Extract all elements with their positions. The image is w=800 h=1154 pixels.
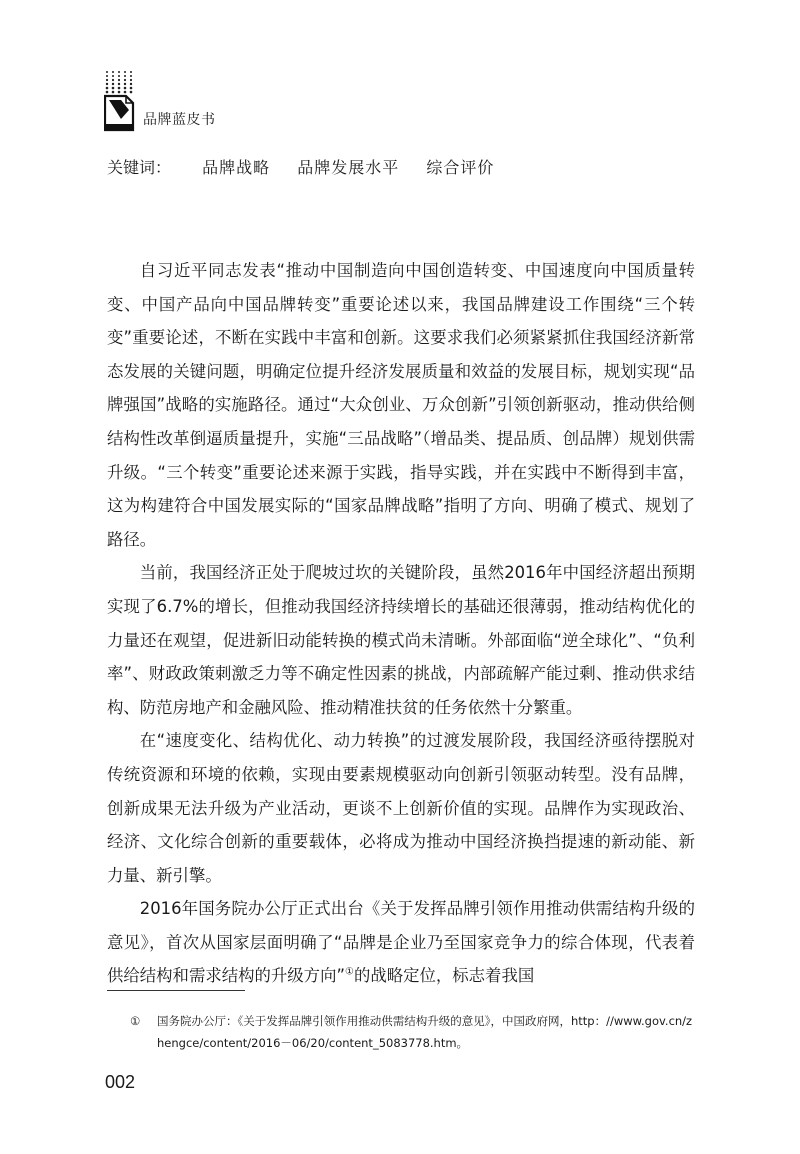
series-title: 品牌蓝皮书 (143, 112, 216, 128)
footnote-text: 国务院办公厅：《关于发挥品牌引领作用推动供需结构升级的意见》，中国政府网，http：//www.gov.cn/zhengce/content/2016－06/20/content_5083778.htm。 (157, 1014, 693, 1050)
paragraph: 在“速度变化、结构优化、动力转换”的过渡发展阶段，我国经济亟待摆脱对传统资源和环境的依赖，实现由要素规模驱动向创新引领驱动转型。没有品牌，创新成果无法升级为产业活动，更谈不上创新价值的实现。品牌作为实现政治、经济、文化综合创新的重要载体，必将成为推动中国经济换挡提速的新动能、新力量、新引擎。 (107, 731, 695, 885)
page-number: 002 (105, 1072, 136, 1092)
footnote (130, 1010, 696, 1054)
keyword-item: 品牌发展水平 (297, 158, 400, 177)
keyword-item: 综合评价 (426, 158, 495, 177)
paragraph (107, 892, 695, 993)
footnote-divider (107, 990, 245, 991)
paragraph: 自习近平同志发表“推动中国制造向中国创造转变、中国速度向中国质量转变、中国产品向中国品牌转变”重要论述以来，我国品牌建设工作围绕“三个转变”重要论述，不断在实践中丰富和创新。这要求我们必须紧紧抓住我国经济新常态发展的关键问题，明确定位提升经济发展质量和效益的发展目标，规划实现“品牌强国”战略的实施路径。通过“大众创业、万众创新”引领创新驱动，推动供给侧结构性改革倒逼质量提升，实施“三品战略”（增品类、提品质、创品牌）规划供需升级。“三个转变”重要论述来源于实践，指导实践，并在实践中不断得到丰富，这为构建符合中国发展实际的“国家品牌战略”指明了方向、明确了模式、规划了路径。 (107, 261, 695, 549)
paragraph: 当前，我国经济正处于爬坡过坎的关键阶段，虽然2016年中国经济超出预期实现了6.7%的增长，但推动我国经济持续增长的基础还很薄弱，推动结构优化的力量还在观望，促进新旧动能转换的模式尚未清晰。外部面临“逆全球化”、“负利率”、财政政策刺激乏力等不确定性因素的挑战，内部疏解产能过剩、推动供求结构、防范房地产和金融风险、推动精准扶贫的任务依然十分繁重。 (107, 563, 695, 717)
paragraph-text: 的战略定位，标志着我国 (353, 966, 535, 986)
paragraph-text: 2016年国务院办公厅正式出台《关于发挥品牌引领作用推动供需结构升级的意见》，首次从国家层面明确了“品牌是企业乃至国家竞争力的综合体现，代表着供给结构和需求结构的升级方向” (107, 899, 695, 986)
body-text (107, 254, 695, 993)
footnote-reference[interactable]: ① (344, 967, 354, 978)
bluebook-logo-icon (104, 70, 136, 134)
footnote-mark: ① (130, 1014, 141, 1028)
keyword-item: 品牌战略 (202, 158, 271, 177)
keywords-label: 关键词： (107, 158, 172, 177)
keywords-line (107, 155, 516, 178)
